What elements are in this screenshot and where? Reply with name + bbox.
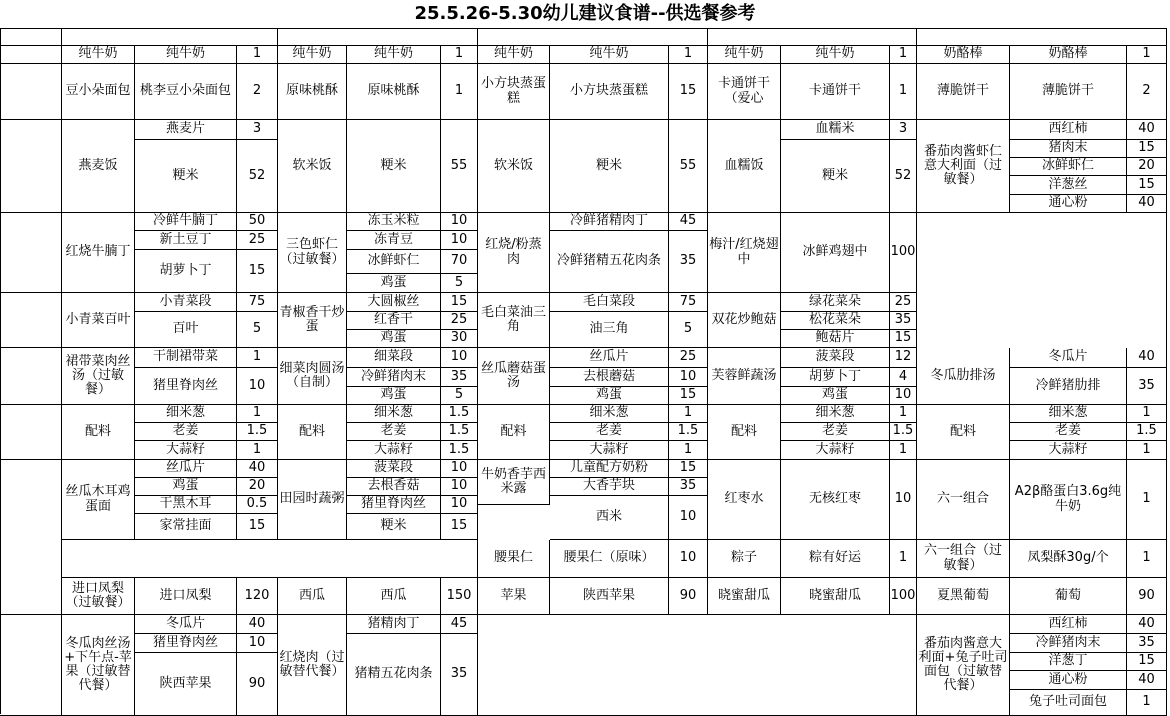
ingredient-cell: 大蒜籽	[550, 441, 669, 460]
gram-cell: 1	[1127, 405, 1167, 423]
dish-name-cell: 青椒香干炒蛋	[278, 293, 347, 348]
day-header	[708, 28, 917, 46]
ingredient-cell: 燕麦片	[135, 120, 237, 140]
dish-name-cell: 番茄肉酱虾仁意大利面（过敏餐）	[917, 120, 1010, 213]
ingredient-cell: 儿童配方奶粉	[550, 460, 669, 478]
gram-cell: 1	[237, 441, 278, 460]
ingredient-cell: 细米葱	[1010, 405, 1127, 423]
gram-cell: 10	[890, 460, 917, 540]
dish-name-cell: 卡通饼干（爱心	[708, 64, 781, 120]
gram-cell: 10	[441, 348, 478, 368]
gram-cell: 90	[237, 653, 278, 716]
gram-cell: 2	[237, 64, 278, 120]
gram-cell: 15	[441, 514, 478, 540]
ingredient-cell: 胡萝卜丁	[135, 250, 237, 293]
category-label	[0, 460, 62, 615]
ingredient-cell: 粳米	[550, 120, 669, 213]
dish-name-cell: 配料	[478, 405, 550, 460]
ingredient-cell: 粳米	[135, 140, 237, 213]
ingredient-cell: 猪里脊肉丝	[135, 368, 237, 405]
ingredient-cell: 粳米	[781, 140, 890, 213]
gram-cell: 5	[441, 274, 478, 293]
category-label	[0, 615, 62, 716]
dish-name-cell: 冬瓜肋排汤	[917, 348, 1010, 405]
ingredient-cell: 鲍菇片	[781, 330, 890, 348]
ingredient-cell: 猪肉末	[1010, 140, 1127, 158]
ingredient-cell: 大蒜籽	[347, 441, 441, 460]
ingredient-cell: 小方块蒸蛋糕	[550, 64, 669, 120]
gram-cell: 75	[669, 293, 708, 312]
ingredient-cell: 大香芋块	[550, 478, 669, 496]
ingredient-cell: 洋葱丁	[1010, 653, 1127, 671]
gram-cell: 1.5	[669, 423, 708, 441]
gram-cell: 1	[890, 64, 917, 120]
dish-name-cell: 细菜肉圆汤（自制）	[278, 348, 347, 405]
gram-cell: 0.5	[237, 496, 278, 514]
dish-name-cell: 配料	[708, 405, 781, 460]
ingredient-cell: 冬瓜片	[1010, 348, 1127, 368]
ingredient-cell: 猪里脊肉丝	[135, 634, 237, 653]
ingredient-cell: 毛白菜段	[550, 293, 669, 312]
dish-name-cell: 田园时蔬粥	[278, 460, 347, 540]
ingredient-cell: 陕西苹果	[550, 578, 669, 615]
gram-cell: 90	[1127, 578, 1167, 615]
dish-name-cell: 配料	[278, 405, 347, 460]
gram-cell: 15	[1127, 140, 1167, 158]
ingredient-cell: 原味桃酥	[347, 64, 441, 120]
category-label	[0, 46, 62, 120]
ingredient-cell: 绿花菜朵	[781, 293, 890, 312]
ingredient-cell: 鸡蛋	[347, 387, 441, 405]
gram-cell: 1	[669, 441, 708, 460]
dish-name-cell: 奶酪棒	[917, 46, 1010, 64]
gram-cell: 90	[669, 578, 708, 615]
gram-cell: 12	[890, 348, 917, 368]
dish-name-cell: 红枣水	[708, 460, 781, 540]
dish-name-cell: 纯牛奶	[62, 46, 135, 64]
gram-cell: 75	[237, 293, 278, 312]
gram-cell: 15	[1127, 653, 1167, 671]
empty-cell	[917, 213, 1167, 405]
ingredient-cell: 冰鲜虾仁	[347, 250, 441, 274]
ingredient-cell: 老姜	[347, 423, 441, 441]
ingredient-cell: 丝瓜片	[550, 348, 669, 368]
gram-cell: 20	[237, 478, 278, 496]
ingredient-cell: 猪精肉丁	[347, 615, 441, 634]
gram-cell: 1	[237, 348, 278, 368]
dish-name-cell: 配料	[917, 405, 1010, 460]
dish-name-cell: 配料	[62, 405, 135, 460]
ingredient-cell: 大蒜籽	[135, 441, 237, 460]
gram-cell: 1	[890, 46, 917, 64]
gram-cell: 15	[669, 387, 708, 405]
dish-name-cell: 双花炒鲍菇	[708, 293, 781, 348]
dish-name-cell: 豆小朵面包	[62, 64, 135, 120]
gram-cell: 1	[1127, 441, 1167, 460]
dish-name-cell: 进口凤梨（过敏餐）	[62, 578, 135, 615]
gram-cell: 15	[237, 514, 278, 540]
ingredient-cell: 油三角	[550, 312, 669, 348]
gram-cell: 70	[441, 250, 478, 274]
dish-name-cell: 纯牛奶	[478, 46, 550, 64]
dish-name-cell: 夏黑葡萄	[917, 578, 1010, 615]
ingredient-cell: 通心粉	[1010, 195, 1127, 213]
dish-name-cell: 丝瓜蘑菇蛋汤	[478, 348, 550, 405]
gram-cell: 1.5	[237, 423, 278, 441]
gram-cell: 1	[237, 46, 278, 64]
category-label	[0, 120, 62, 213]
gram-cell: 10	[441, 478, 478, 496]
ingredient-cell: 西红柿	[1010, 615, 1127, 634]
ingredient-cell: 凤梨酥30g/个	[1010, 540, 1127, 578]
dish-name-cell: 冬瓜肉丝汤+下午点-苹果（过敏替代餐）	[62, 615, 135, 716]
dish-name-cell: 薄脆饼干	[917, 64, 1010, 120]
gram-cell: 1	[441, 46, 478, 64]
gram-cell: 40	[1127, 120, 1167, 140]
gram-cell: 1	[1127, 46, 1167, 64]
ingredient-cell: 西瓜	[347, 578, 441, 615]
ingredient-cell: 粽有好运	[781, 540, 890, 578]
ingredient-cell: 大圆椒丝	[347, 293, 441, 312]
gram-cell: 35	[441, 368, 478, 387]
ingredient-cell: 冷鲜猪精五花肉条	[550, 231, 669, 293]
gram-cell: 2	[1127, 64, 1167, 120]
gram-cell: 10	[669, 540, 708, 578]
dish-name-cell: 丝瓜木耳鸡蛋面	[62, 460, 135, 540]
gram-cell: 5	[441, 387, 478, 405]
ingredient-cell: 百叶	[135, 312, 237, 348]
dish-name-cell: 软米饭	[278, 120, 347, 213]
gram-cell: 1	[890, 540, 917, 578]
dish-name-cell: 小方块蒸蛋糕	[478, 64, 550, 120]
ingredient-cell: 冻玉米粒	[347, 213, 441, 231]
ingredient-cell: 细米葱	[781, 405, 890, 423]
ingredient-cell: 胡萝卜丁	[781, 368, 890, 387]
ingredient-cell: 家常挂面	[135, 514, 237, 540]
dish-name-cell: 芙蓉鲜蔬汤	[708, 348, 781, 405]
ingredient-cell: 冷鲜猪精肉丁	[550, 213, 669, 231]
ingredient-cell: 红香干	[347, 312, 441, 330]
gram-cell: 10	[237, 368, 278, 405]
ingredient-cell: 猪精五花肉条	[347, 634, 441, 716]
gram-cell: 1	[1127, 540, 1167, 578]
dish-name-cell: 燕麦饭	[62, 120, 135, 213]
ingredient-cell: 老姜	[781, 423, 890, 441]
gram-cell: 150	[441, 578, 478, 615]
ingredient-cell: 奶酪棒	[1010, 46, 1127, 64]
gram-cell: 10	[441, 213, 478, 231]
day-header	[917, 28, 1167, 46]
gram-cell: 1	[669, 46, 708, 64]
dish-name-cell: 腰果仁	[478, 540, 550, 578]
dish-name-cell: 梅汁/红烧翅中	[708, 213, 781, 293]
gram-cell: 40	[1127, 671, 1167, 690]
ingredient-cell: 菠菜段	[781, 348, 890, 368]
dish-name-cell: 毛白菜油三角	[478, 293, 550, 348]
gram-cell: 55	[669, 120, 708, 213]
dish-name-cell: 红烧肉（过敏替代餐）	[278, 615, 347, 716]
gram-cell: 35	[1127, 634, 1167, 653]
gram-cell: 35	[669, 231, 708, 293]
gram-cell: 15	[669, 460, 708, 478]
gram-cell: 10	[237, 634, 278, 653]
gram-cell: 45	[441, 615, 478, 634]
header-date-label	[0, 28, 62, 46]
ingredient-cell: 冰鲜虾仁	[1010, 158, 1127, 176]
gram-cell: 25	[441, 312, 478, 330]
ingredient-cell: 粳米	[347, 514, 441, 540]
gram-cell: 35	[441, 634, 478, 716]
ingredient-cell: 腰果仁（原味）	[550, 540, 669, 578]
gram-cell: 1	[1127, 460, 1167, 540]
gram-cell: 40	[1127, 195, 1167, 213]
gram-cell: 1.5	[441, 441, 478, 460]
gram-cell: 1.5	[1127, 423, 1167, 441]
gram-cell: 1	[1127, 690, 1167, 716]
ingredient-cell: 纯牛奶	[347, 46, 441, 64]
category-label	[0, 405, 62, 460]
gram-cell: 5	[237, 312, 278, 348]
ingredient-cell: 大蒜籽	[781, 441, 890, 460]
dish-name-cell: 红烧/粉蒸肉	[478, 213, 550, 293]
ingredient-cell: 去根蘑菇	[550, 368, 669, 387]
dish-name-cell: 晓蜜甜瓜	[708, 578, 781, 615]
ingredient-cell: 松花菜朵	[781, 312, 890, 330]
gram-cell: 10	[441, 231, 478, 250]
gram-cell: 25	[237, 231, 278, 250]
ingredient-cell: 菠菜段	[347, 460, 441, 478]
gram-cell: 120	[237, 578, 278, 615]
ingredient-cell: 老姜	[550, 423, 669, 441]
gram-cell: 4	[890, 368, 917, 387]
ingredient-cell: 细菜段	[347, 348, 441, 368]
gram-cell: 1	[237, 405, 278, 423]
ingredient-cell: 新土豆丁	[135, 231, 237, 250]
gram-cell: 55	[441, 120, 478, 213]
gram-cell: 10	[669, 368, 708, 387]
gram-cell: 40	[237, 460, 278, 478]
ingredient-cell: 晓蜜甜瓜	[781, 578, 890, 615]
gram-cell: 100	[890, 213, 917, 293]
ingredient-cell: 干制裙带菜	[135, 348, 237, 368]
gram-cell: 30	[441, 330, 478, 348]
dish-name-cell: 粽子	[708, 540, 781, 578]
gram-cell: 10	[669, 496, 708, 540]
gram-cell: 5	[669, 312, 708, 348]
empty-cell	[62, 540, 478, 578]
ingredient-cell: 纯牛奶	[550, 46, 669, 64]
dish-name-cell: 小青菜百叶	[62, 293, 135, 348]
gram-cell: 15	[669, 64, 708, 120]
gram-cell: 40	[1127, 615, 1167, 634]
gram-cell: 1.5	[441, 423, 478, 441]
dish-name-cell: 苹果	[478, 578, 550, 615]
gram-cell: 20	[1127, 158, 1167, 176]
category-label	[0, 348, 62, 405]
ingredient-cell: 干黑木耳	[135, 496, 237, 514]
ingredient-cell: A2β酪蛋白3.6g纯牛奶	[1010, 460, 1127, 540]
ingredient-cell: 兔子吐司面包	[1010, 690, 1127, 716]
day-header	[62, 28, 278, 46]
gram-cell: 15	[237, 250, 278, 293]
ingredient-cell: 鸡蛋	[781, 387, 890, 405]
gram-cell: 100	[890, 578, 917, 615]
gram-cell: 3	[237, 120, 278, 140]
ingredient-cell: 洋葱丝	[1010, 176, 1127, 195]
ingredient-cell: 小青菜段	[135, 293, 237, 312]
ingredient-cell: 冻青豆	[347, 231, 441, 250]
gram-cell: 40	[237, 615, 278, 634]
gram-cell: 1	[890, 405, 917, 423]
ingredient-cell: 冷鲜猪肋排	[1010, 368, 1127, 405]
dish-name-cell: 六一组合（过敏餐）	[917, 540, 1010, 578]
gram-cell: 3	[890, 120, 917, 140]
empty-cell	[478, 615, 917, 716]
gram-cell: 10	[890, 387, 917, 405]
ingredient-cell: 鸡蛋	[135, 478, 237, 496]
ingredient-cell: 老姜	[135, 423, 237, 441]
ingredient-cell: 卡通饼干	[781, 64, 890, 120]
ingredient-cell: 冰鲜鸡翅中	[781, 213, 890, 293]
ingredient-cell: 粳米	[347, 120, 441, 213]
gram-cell: 35	[890, 312, 917, 330]
gram-cell: 35	[1127, 368, 1167, 405]
ingredient-cell: 陕西苹果	[135, 653, 237, 716]
gram-cell: 10	[441, 496, 478, 514]
ingredient-cell: 纯牛奶	[781, 46, 890, 64]
category-label	[0, 213, 62, 293]
ingredient-cell: 细米葱	[347, 405, 441, 423]
dish-name-cell: 红烧牛腩丁	[62, 213, 135, 293]
ingredient-cell: 大蒜籽	[1010, 441, 1127, 460]
gram-cell: 1	[441, 64, 478, 120]
gram-cell: 52	[237, 140, 278, 213]
ingredient-cell: 血糯米	[781, 120, 890, 140]
day-header	[478, 28, 708, 46]
gram-cell: 1	[890, 441, 917, 460]
dish-name-cell: 纯牛奶	[278, 46, 347, 64]
ingredient-cell: 细米葱	[550, 405, 669, 423]
gram-cell: 15	[441, 293, 478, 312]
ingredient-cell: 桃李豆小朵面包	[135, 64, 237, 120]
gram-cell: 1	[669, 405, 708, 423]
ingredient-cell: 葡萄	[1010, 578, 1127, 615]
dish-name-cell: 六一组合	[917, 460, 1010, 540]
gram-cell: 45	[669, 213, 708, 231]
ingredient-cell: 冷鲜牛腩丁	[135, 213, 237, 231]
ingredient-cell: 薄脆饼干	[1010, 64, 1127, 120]
gram-cell: 25	[669, 348, 708, 368]
ingredient-cell: 西红柿	[1010, 120, 1127, 140]
ingredient-cell: 老姜	[1010, 423, 1127, 441]
dish-name-cell: 纯牛奶	[708, 46, 781, 64]
gram-cell: 1.5	[890, 423, 917, 441]
gram-cell: 25	[890, 293, 917, 312]
gram-cell: 15	[890, 330, 917, 348]
gram-cell: 10	[441, 460, 478, 478]
gram-cell: 52	[890, 140, 917, 213]
ingredient-cell: 无核红枣	[781, 460, 890, 540]
dish-name-cell: 牛奶香芋西米露	[478, 460, 550, 505]
day-header	[278, 28, 478, 46]
ingredient-cell: 鸡蛋	[550, 387, 669, 405]
dish-name-cell: 番茄肉酱意大利面+兔子吐司面包（过敏替代餐）	[917, 615, 1010, 716]
ingredient-cell: 鸡蛋	[347, 330, 441, 348]
ingredient-cell: 冷鲜猪肉末	[1010, 634, 1127, 653]
ingredient-cell: 西米	[550, 496, 669, 540]
dish-name-cell: 西瓜	[278, 578, 347, 615]
gram-cell: 35	[669, 478, 708, 496]
dish-name-cell: 三色虾仁（过敏餐）	[278, 213, 347, 293]
gram-cell: 50	[237, 213, 278, 231]
dish-name-cell: 原味桃酥	[278, 64, 347, 120]
gram-cell: 40	[1127, 348, 1167, 368]
dish-name-cell: 血糯饭	[708, 120, 781, 213]
ingredient-cell: 鸡蛋	[347, 274, 441, 293]
category-label	[0, 293, 62, 348]
ingredient-cell: 冬瓜片	[135, 615, 237, 634]
ingredient-cell: 猪里脊肉丝	[347, 496, 441, 514]
ingredient-cell: 通心粉	[1010, 671, 1127, 690]
ingredient-cell: 细米葱	[135, 405, 237, 423]
gram-cell: 15	[1127, 176, 1167, 195]
ingredient-cell: 纯牛奶	[135, 46, 237, 64]
gram-cell: 1.5	[441, 405, 478, 423]
ingredient-cell: 冷鲜猪肉末	[347, 368, 441, 387]
ingredient-cell: 去根香菇	[347, 478, 441, 496]
ingredient-cell: 丝瓜片	[135, 460, 237, 478]
ingredient-cell: 进口凤梨	[135, 578, 237, 615]
page-title: 25.5.26-5.30幼儿建议食谱--供选餐参考	[414, 3, 756, 24]
dish-name-cell: 裙带菜肉丝汤（过敏餐）	[62, 348, 135, 405]
dish-name-cell: 软米饭	[478, 120, 550, 213]
